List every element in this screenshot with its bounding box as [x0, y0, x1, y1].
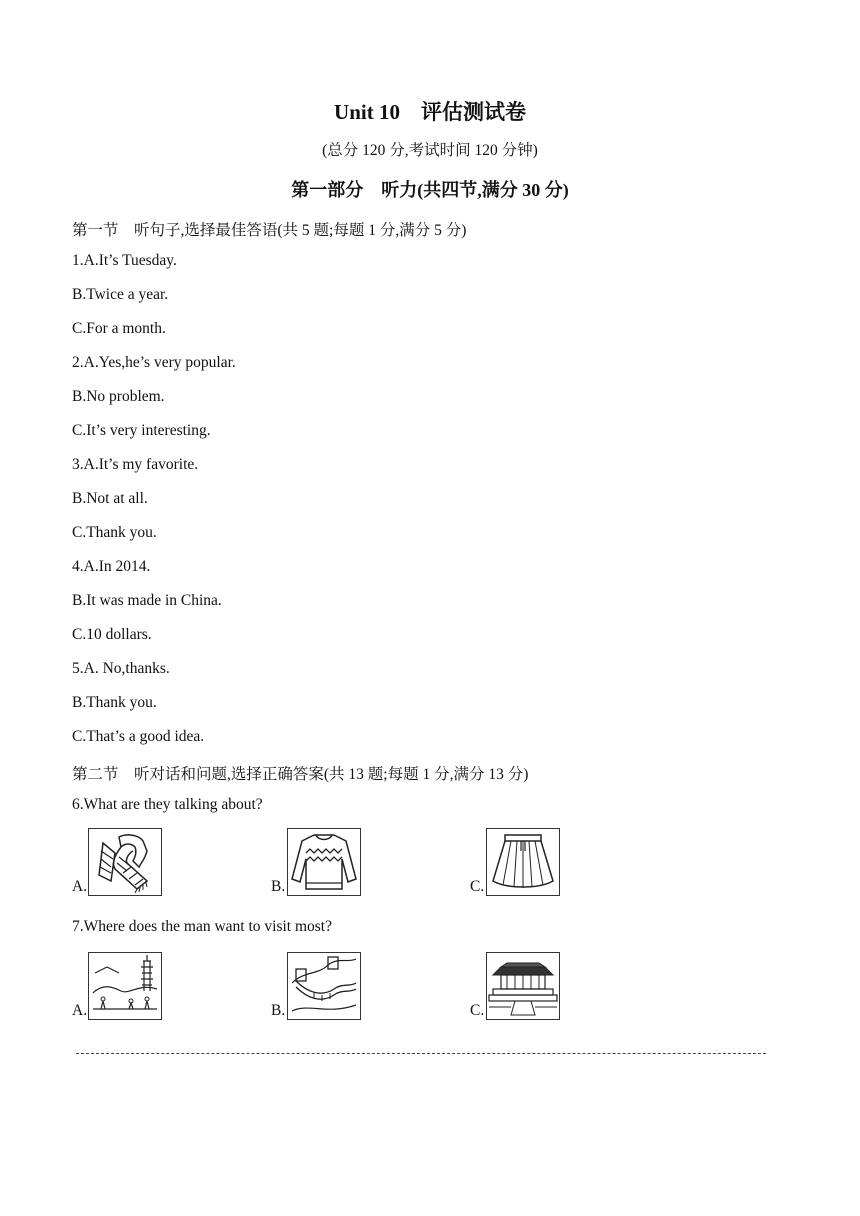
option-label: B. — [271, 1002, 286, 1019]
page-title: Unit 10 评估测试卷 — [334, 100, 526, 124]
answer-option: 3.A.It’s my favorite. — [72, 456, 199, 473]
answer-option: 1.A.It’s Tuesday. — [72, 252, 177, 269]
q7-options — [0, 952, 860, 1022]
answer-option: C.Thank you. — [72, 524, 157, 541]
page-divider — [76, 1053, 766, 1054]
answer-option: 2.A.Yes,he’s very popular. — [72, 354, 236, 371]
skirt-icon — [486, 828, 560, 896]
exam-info: (总分 120 分,考试时间 120 分钟) — [322, 142, 538, 159]
pagoda-landscape-icon — [88, 952, 162, 1020]
palace-museum-icon — [486, 952, 560, 1020]
answer-option: C.It’s very interesting. — [72, 422, 211, 439]
q6-options — [0, 828, 860, 898]
answer-option: B.It was made in China. — [72, 592, 222, 609]
answer-option: B.Not at all. — [72, 490, 148, 507]
option-label: A. — [72, 878, 88, 895]
q7-option-a[interactable] — [72, 952, 252, 1022]
part-heading: 第一部分 听力(共四节,满分 30 分) — [291, 180, 569, 200]
answer-option: 5.A. No,thanks. — [72, 660, 170, 677]
answer-option: B.Thank you. — [72, 694, 157, 711]
option-label: C. — [470, 878, 485, 895]
section2-heading: 第二节 听对话和问题,选择正确答案(共 13 题;每题 1 分,满分 13 分) — [72, 766, 529, 783]
option-label: C. — [470, 1002, 485, 1019]
q7-option-c[interactable] — [470, 952, 650, 1022]
answer-option: C.10 dollars. — [72, 626, 152, 643]
q7-option-b[interactable] — [271, 952, 451, 1022]
scarf-icon — [88, 828, 162, 896]
great-wall-icon — [287, 952, 361, 1020]
option-label: B. — [271, 878, 286, 895]
answer-option: C.For a month. — [72, 320, 166, 337]
answer-option: B.Twice a year. — [72, 286, 169, 303]
q6-option-b[interactable] — [271, 828, 451, 898]
question-6: 6.What are they talking about? — [72, 796, 263, 813]
answer-option: B.No problem. — [72, 388, 165, 405]
answer-option: C.That’s a good idea. — [72, 728, 205, 745]
question-7: 7.Where does the man want to visit most? — [72, 918, 332, 935]
q6-option-a[interactable] — [72, 828, 252, 898]
option-label: A. — [72, 1002, 88, 1019]
q6-option-c[interactable] — [470, 828, 650, 898]
answer-option: 4.A.In 2014. — [72, 558, 151, 575]
sweater-icon — [287, 828, 361, 896]
section1-heading: 第一节 听句子,选择最佳答语(共 5 题;每题 1 分,满分 5 分) — [72, 222, 467, 239]
